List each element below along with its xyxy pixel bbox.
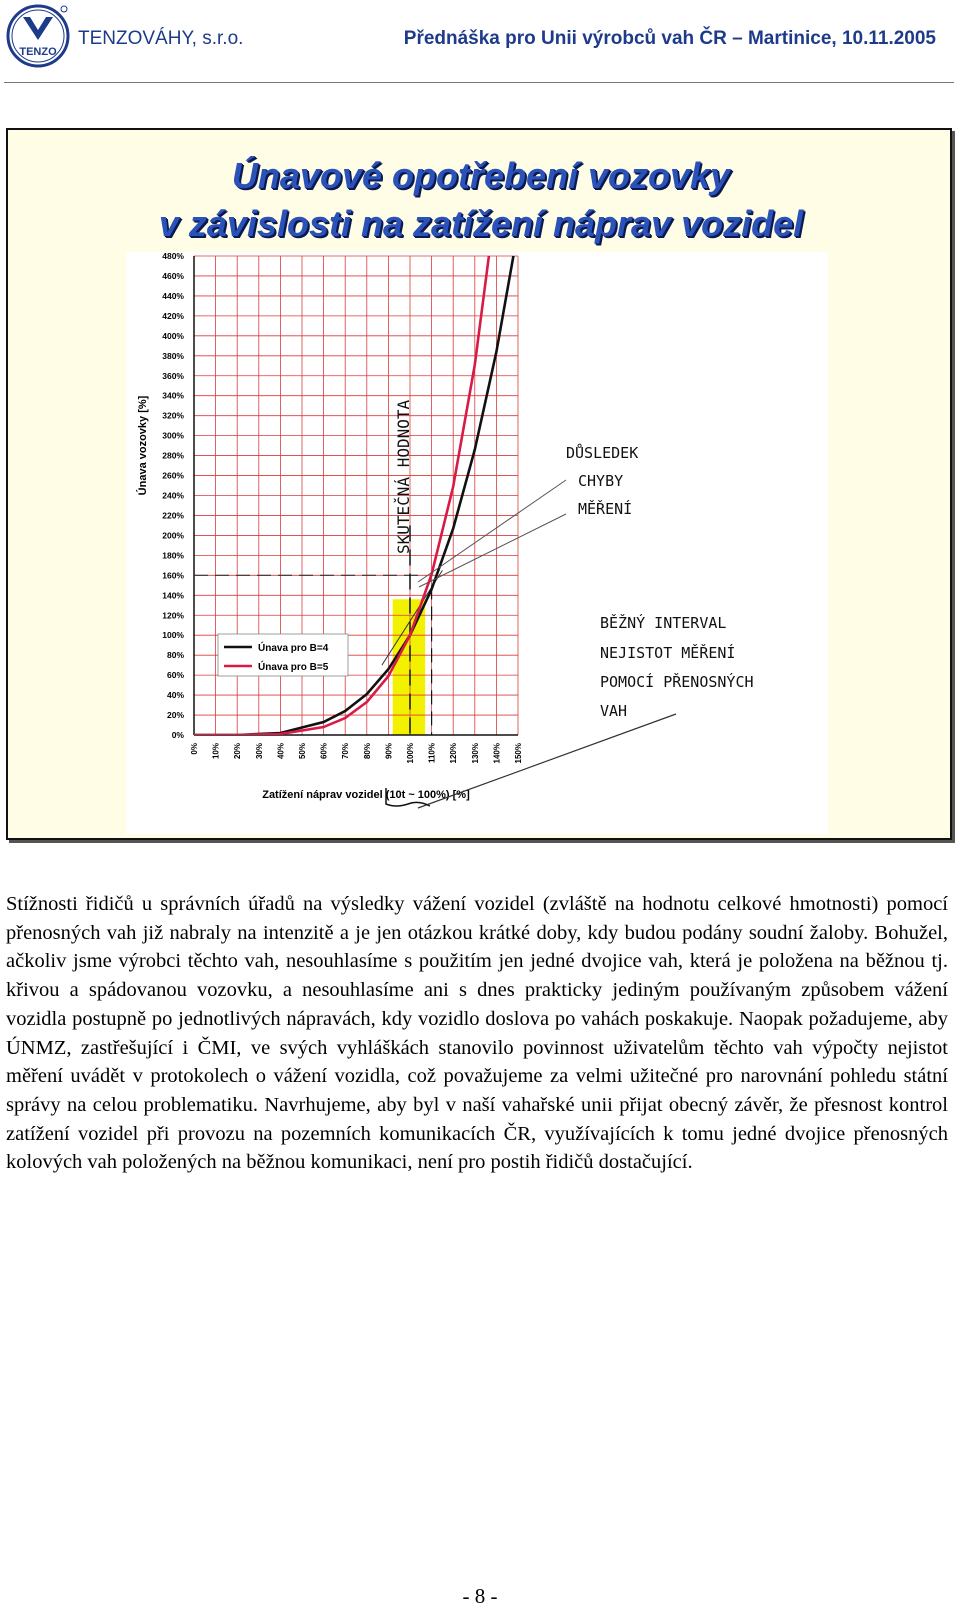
page-header: [0, 0, 960, 84]
body-paragraph: Stížnosti řidičů u správních úřadů na výsledky vážení vozidel (zvláště na hodnotu celkové hmotnosti) pomocí přenosných vah již nabraly na intenzitě a je jen otázkou krátké doby, kdy budou podány soudní žaloby. Bohužel, ačkoliv jsme výrobci těchto vah, nesouhlasíme s použitím jen jedné dvojice vah, která je položena na běžnou tj. křivou a spádovanou vozovku, a nesouhlasíme ani s dnes prakticky jediným používaným způsobem vážení vozidla postupně po jednotlivých nápravách, kdy vozidlo doslova po vahách poskakuje. Naopak požadujeme, aby ÚNMZ, zastřešující i ČMI, ve svých vyhláškách stanovilo povinnost uživatelům těchto vah výpočty nejistot měření uvádět v protokolech o vážení vozidla, což považujeme za velmi užitečné pro narovnání pohledu státní správy na celou problematiku. Navrhujeme, aby byl v naší vahařské unii přijat obecný závěr, že přesnost kontrol zatížení vozidel při provozu na pozemních komunikacích ČR, využívajících k tomu jedné dvojice přenosných kolových vah položených na běžnou komunikaci, není pro postih řidičů dostačující.: [6, 893, 948, 1174]
annotation-handwritten: NEJISTOT MĚŘENÍ: [600, 644, 736, 662]
y-tick-label: 140%: [162, 590, 184, 601]
fatigue-chart: [126, 252, 828, 834]
y-tick-label: 60%: [166, 670, 184, 681]
x-tick-label: 20%: [233, 743, 243, 760]
annotation-handwritten: BĚŽNÝ INTERVAL: [600, 614, 727, 632]
y-tick-label: 380%: [162, 350, 184, 361]
x-tick-label: 90%: [384, 743, 394, 760]
x-tick-label: 80%: [362, 743, 372, 760]
y-tick-label: 460%: [162, 270, 184, 281]
y-tick-label: 480%: [162, 252, 184, 261]
x-tick-label: 70%: [341, 743, 351, 760]
header-rule: [4, 82, 954, 83]
x-tick-label: 110%: [427, 743, 437, 764]
slide-title-line-1: Únavové opotřebení vozovky: [231, 155, 731, 196]
fatigue-chart-svg: [126, 252, 828, 834]
annotation-actual-value: SKUTEČNÁ HODNOTA: [394, 399, 413, 554]
y-tick-label: 260%: [162, 470, 184, 481]
y-tick-label: 160%: [162, 570, 184, 581]
annotation-arrow-2: [419, 514, 566, 587]
legend-label: Únava pro B=5: [258, 662, 329, 673]
y-tick-label: 120%: [162, 610, 184, 621]
y-tick-label: 360%: [162, 370, 184, 381]
y-tick-label: 300%: [162, 430, 184, 441]
annotation-handwritten: POMOCÍ PŘENOSNÝCH: [600, 673, 754, 691]
x-tick-label: 60%: [319, 743, 329, 760]
legend-label: Únava pro B=4: [258, 643, 329, 654]
x-tick-label: 40%: [276, 743, 286, 760]
y-tick-label: 220%: [162, 510, 184, 521]
x-tick-label: 10%: [211, 743, 221, 760]
annotation-handwritten: VAH: [600, 702, 628, 720]
x-tick-label: 30%: [254, 743, 264, 760]
slide-figure: [6, 128, 952, 840]
x-tick-label: 50%: [298, 743, 307, 760]
y-tick-label: 440%: [162, 290, 184, 301]
y-tick-label: 100%: [162, 630, 184, 641]
x-tick-label: 0%: [190, 743, 199, 755]
y-tick-label: 20%: [166, 710, 184, 721]
slide-title: [8, 152, 954, 248]
lecture-title: Přednáška pro Unii výrobců vah ČR – Martinice, 10.11.2005: [403, 28, 936, 49]
annotation-handwritten: CHYBY: [578, 472, 624, 490]
page-number: - 8 -: [462, 1584, 498, 1608]
y-tick-label: 0%: [171, 730, 184, 740]
y-tick-label: 420%: [162, 310, 184, 321]
chart-legend: [218, 634, 348, 676]
x-tick-label: 130%: [470, 743, 480, 764]
y-tick-label: 320%: [162, 410, 184, 421]
x-tick-label: 140%: [492, 743, 502, 764]
x-axis-title: Zatížení náprav vozidel (10t ~ 100%) [%]: [262, 789, 470, 801]
y-tick-label: 400%: [162, 330, 184, 341]
y-tick-label: 340%: [162, 390, 184, 401]
annotation-handwritten: DŮSLEDEK: [566, 444, 639, 462]
x-tick-label: 100%: [406, 743, 415, 764]
y-tick-label: 240%: [162, 490, 184, 501]
tenzo-logo: [6, 4, 70, 68]
x-tick-label: 120%: [449, 743, 459, 764]
y-tick-label: 40%: [166, 690, 184, 701]
y-tick-label: 200%: [162, 530, 184, 541]
x-tick-label: 150%: [514, 743, 523, 764]
y-tick-label: 180%: [162, 550, 184, 561]
logo-text: TENZO: [19, 46, 57, 58]
y-tick-label: 80%: [166, 650, 184, 661]
annotation-handwritten: MĚŘENÍ: [578, 500, 633, 518]
company-name: TENZOVÁHY, s.r.o.: [78, 28, 244, 49]
slide-title-line-2: v závislosti na zatížení náprav vozidel: [158, 203, 804, 244]
y-axis-title: Únava vozovky [%]: [137, 395, 149, 496]
y-tick-label: 280%: [162, 450, 184, 461]
